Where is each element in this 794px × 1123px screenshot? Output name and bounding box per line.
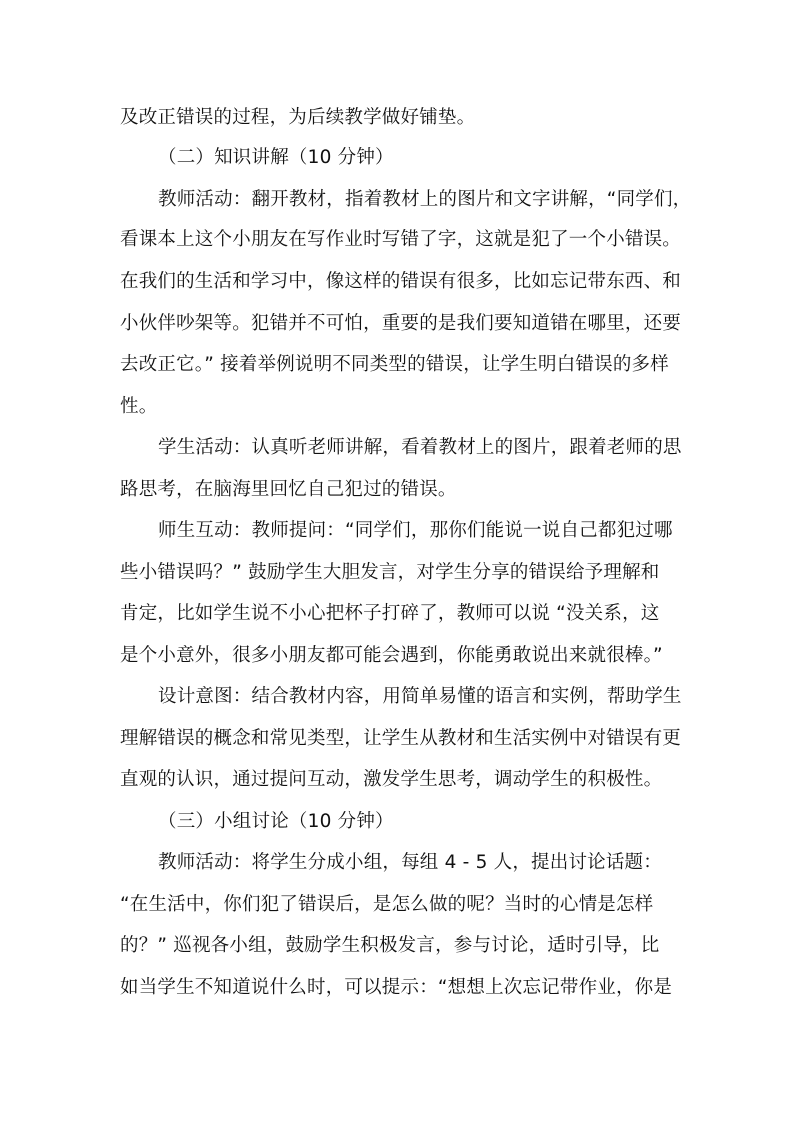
paragraph-line: 肯定，比如学生说不小心把杯子打碎了，教师可以说 “没关系，这 bbox=[120, 603, 660, 624]
section-heading: （三）小组讨论（10 分钟） bbox=[158, 811, 394, 832]
paragraph-line: 师生互动：教师提问：“同学们，那你们能说一说自己都犯过哪 bbox=[158, 520, 673, 541]
paragraph-line: 教师活动：翻开教材，指着教材上的图片和文字讲解，“同学们， bbox=[158, 189, 692, 210]
paragraph-line: 直观的认识，通过提问互动，激发学生思考，调动学生的积极性。 bbox=[120, 769, 663, 790]
paragraph-line: 的？” 巡视各小组，鼓励学生积极发言，参与讨论，适时引导，比 bbox=[120, 935, 660, 956]
paragraph-line: 及改正错误的过程，为后续教学做好铺垫。 bbox=[120, 107, 476, 128]
paragraph-line: 理解错误的概念和常见类型，让学生从教材和生活实例中对错误有更 bbox=[120, 728, 682, 749]
paragraph-line: 是个小意外，很多小朋友都可能会遇到，你能勇敢说出来就很棒。” bbox=[120, 645, 663, 666]
paragraph-line: 看课本上这个小朋友在写作业时写错了字，这就是犯了一个小错误。 bbox=[120, 229, 682, 250]
paragraph-line: 在我们的生活和学习中，像这样的错误有很多，比如忘记带东西、和 bbox=[120, 271, 682, 292]
paragraph-line: 去改正它。” 接着举例说明不同类型的错误，让学生明白错误的多样 bbox=[120, 354, 669, 375]
paragraph-line: 路思考，在脑海里回忆自己犯过的错误。 bbox=[120, 479, 457, 500]
paragraph-line: “在生活中，你们犯了错误后，是怎么做的呢？当时的心情是怎样 bbox=[120, 894, 654, 915]
paragraph-line: 性。 bbox=[120, 396, 158, 417]
paragraph-line: 如当学生不知道说什么时，可以提示：“想想上次忘记带作业，你是 bbox=[120, 977, 673, 998]
section-heading: （二）知识讲解（10 分钟） bbox=[158, 147, 394, 168]
paragraph-line: 学生活动：认真听老师讲解，看着教材上的图片，跟着老师的思 bbox=[158, 437, 682, 458]
paragraph-line: 教师活动：将学生分成小组，每组 4 - 5 人，提出讨论话题： bbox=[158, 852, 662, 873]
paragraph-line: 设计意图：结合教材内容，用简单易懂的语言和实例，帮助学生 bbox=[158, 686, 682, 707]
paragraph-line: 些小错误吗？” 鼓励学生大胆发言，对学生分享的错误给予理解和 bbox=[120, 562, 660, 583]
paragraph-line: 小伙伴吵架等。犯错并不可怕，重要的是我们要知道错在哪里，还要 bbox=[120, 313, 682, 334]
